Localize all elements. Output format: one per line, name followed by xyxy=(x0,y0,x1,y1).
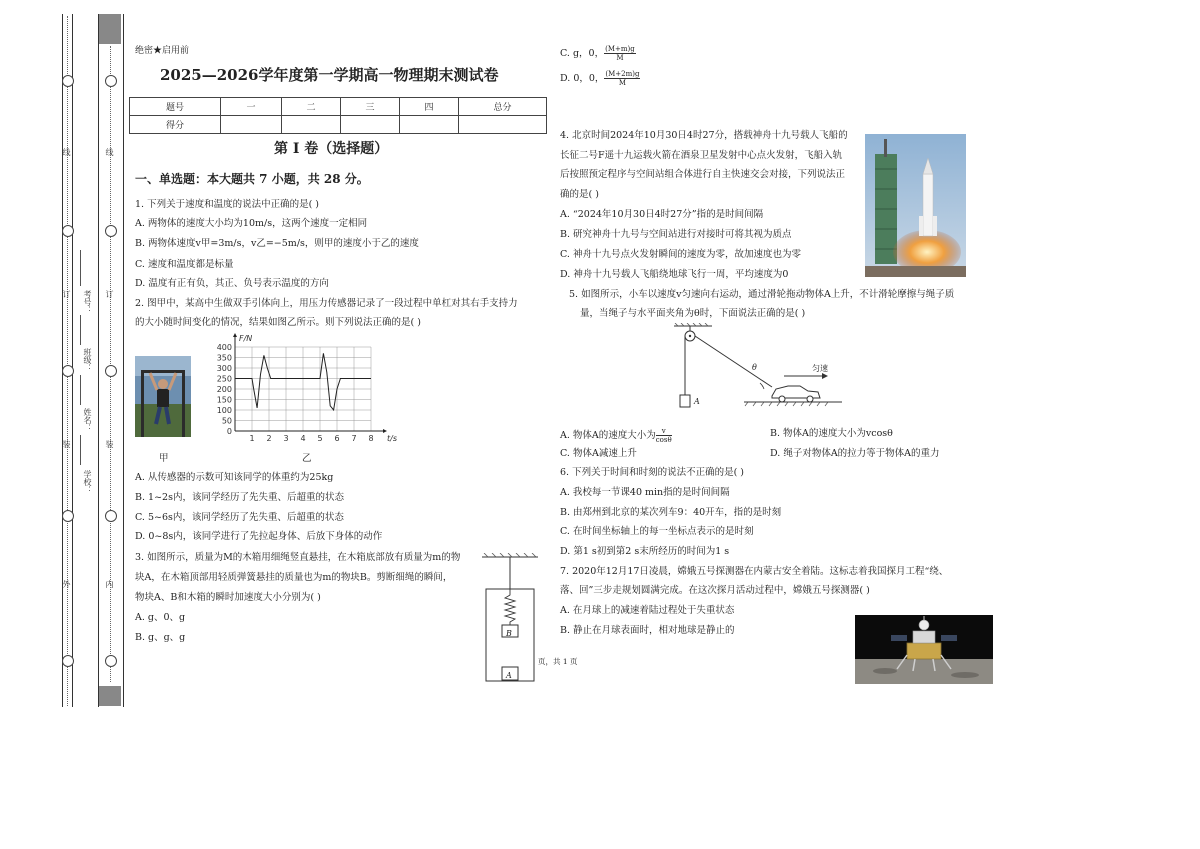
score-header: 四 xyxy=(400,98,459,116)
q5-a-denominator: cosθ xyxy=(655,436,672,444)
q2-option-b[interactable]: B. 1~2s内，该同学经历了先失重、后超重的状态 xyxy=(135,492,344,503)
binding-circle xyxy=(105,365,117,377)
q3-option-c[interactable] xyxy=(560,45,636,62)
page-footer: 页，共 1 页 xyxy=(538,657,578,666)
q2-stem-line2: 的大小随时间变化的情况，结果如图乙所示。则下列说法正确的是( ) xyxy=(135,317,421,328)
q3-d-numerator: (M+2m)g xyxy=(605,70,640,78)
score-table xyxy=(129,97,547,134)
binding-label-inner: 订 xyxy=(105,290,114,298)
hanging-box-figure xyxy=(480,553,540,683)
q7-option-a[interactable]: A. 在月球上的减速着陆过程处于失重状态 xyxy=(560,605,735,616)
x-tick-label: 2 xyxy=(266,434,272,443)
binding-label-inner: 内 xyxy=(105,580,114,588)
q5-option-a[interactable] xyxy=(560,427,672,444)
field-school-blank[interactable] xyxy=(80,435,81,465)
binding-dark-block-top xyxy=(99,14,121,44)
q5-option-b[interactable]: B. 物体A的速度大小为vcosθ xyxy=(770,428,893,439)
x-tick-label: 3 xyxy=(283,434,289,443)
binding-line-outer xyxy=(62,14,63,707)
x-tick-label: 1 xyxy=(249,434,255,443)
figure-a-label: A xyxy=(694,397,700,406)
q4-stem-line4: 确的是( ) xyxy=(560,189,599,200)
q7-option-b[interactable]: B. 静止在月球表面时，相对地球是静止的 xyxy=(560,625,735,636)
q4-option-d[interactable]: D. 神舟十九号载人飞船绕地球飞行一周，平均速度为0 xyxy=(560,269,789,280)
q4-option-c[interactable]: C. 神舟十九号点火发射瞬间的速度为零，故加速度也为零 xyxy=(560,249,801,260)
x-tick-label: 7 xyxy=(351,434,357,443)
figure-theta-label: θ xyxy=(752,363,757,372)
q3-stem-line3: 物块A、B和木箱的瞬时加速度大小分别为( ) xyxy=(135,592,321,603)
q5-option-a-prefix: A. 物体A的速度大小为 xyxy=(560,430,656,441)
q5-a-numerator: v xyxy=(656,427,672,436)
volume-title: 第 I 卷（选择题） xyxy=(274,141,389,157)
q3-option-b[interactable]: B. g、g、g xyxy=(135,632,186,643)
q7-stem-line1: 7. 2020年12月17日凌晨，嫦娥五号探测器在内蒙古安全着陆。这标志着我国探月工程“绕、 xyxy=(560,566,949,577)
binding-dotted-line-outer xyxy=(67,16,68,706)
force-time-chart xyxy=(210,333,400,451)
q7-stem-line2: 落、回”三步走规划圆满完成。在这次探月活动过程中，嫦娥五号探测器( ) xyxy=(560,585,870,596)
figure-uniform-label: 匀速 xyxy=(812,364,828,373)
binding-label-inner: 线 xyxy=(105,148,114,156)
q5-option-d[interactable]: D. 绳子对物体A的拉力等于物体A的重力 xyxy=(770,448,940,459)
section-title: 一、单选题：本大题共 7 小题，共 28 分。 xyxy=(135,172,369,186)
score-cell[interactable] xyxy=(459,116,547,134)
field-id-blank[interactable] xyxy=(80,250,81,286)
box-label-b: B xyxy=(506,629,512,638)
score-header: 总分 xyxy=(459,98,547,116)
binding-circle xyxy=(62,75,74,87)
q3-stem-line1: 3. 如图所示，质量为M的木箱用细绳竖直悬挂，在木箱底部放有质量为m的物 xyxy=(135,552,461,563)
binding-circle xyxy=(62,365,74,377)
q4-stem-line2: 长征二号F遥十九运载火箭在酒泉卫星发射中心点火发射，飞船入轨 xyxy=(560,150,843,161)
binding-circle xyxy=(105,225,117,237)
y-tick-label: 50 xyxy=(221,416,232,426)
q6-option-a[interactable]: A. 我校每一节课40 min指的是时间间隔 xyxy=(560,487,730,498)
binding-label-outer: 线 xyxy=(62,148,71,156)
q3-c-denominator: M xyxy=(616,54,624,62)
q5-option-c[interactable]: C. 物体A减速上升 xyxy=(560,448,637,459)
q1-option-c[interactable]: C. 速度和温度都是标量 xyxy=(135,259,234,270)
q1-stem: 1. 下列关于速度和温度的说法中正确的是( ) xyxy=(135,199,320,210)
field-id-label: 考号： xyxy=(83,290,92,314)
q2-option-a[interactable]: A. 从传感器的示数可知该同学的体重约为25kg xyxy=(135,472,334,483)
binding-label-outer: 订 xyxy=(62,290,71,298)
x-tick-label: 8 xyxy=(368,434,374,443)
q3-d-denominator: M xyxy=(618,79,627,87)
q6-option-b[interactable]: B. 由郑州到北京的某次列车9：40开车，指的是时刻 xyxy=(560,507,782,518)
y-tick-label: 350 xyxy=(216,353,232,363)
binding-label-outer: 装 xyxy=(62,440,71,448)
q5-stem-line2: 量，当绳子与水平面夹角为θ时，下面说法正确的是( ) xyxy=(580,308,806,319)
score-header: 题号 xyxy=(130,98,221,116)
binding-circle xyxy=(62,655,74,667)
field-class-blank[interactable] xyxy=(80,315,81,345)
q4-stem-line3: 后按照预定程序与空间站组合体进行自主快速交会对接，下列说法正 xyxy=(560,169,846,180)
q6-option-d[interactable]: D. 第1 s初到第2 s末所经历的时间为1 s xyxy=(560,546,730,557)
q4-option-a[interactable]: A. “2024年10月30日4时27分”指的是时间间隔 xyxy=(560,209,764,220)
fig-label-jia: 甲 xyxy=(159,453,169,464)
y-tick-label: 400 xyxy=(216,343,232,352)
q6-option-c[interactable]: C. 在时间坐标轴上的每一坐标点表示的是时刻 xyxy=(560,526,754,537)
score-header: 二 xyxy=(282,98,341,116)
score-cell[interactable] xyxy=(282,116,341,134)
q2-option-d[interactable]: D. 0~8s内，该同学进行了先拉起身体、后放下身体的动作 xyxy=(135,531,383,542)
q1-option-a[interactable]: A. 两物体的速度大小均为10m/s，这两个速度一定相同 xyxy=(135,218,368,229)
field-name-blank[interactable] xyxy=(80,375,81,405)
score-cell[interactable] xyxy=(341,116,400,134)
binding-label-inner: 装 xyxy=(105,440,114,448)
binding-column xyxy=(98,14,124,707)
binding-circle xyxy=(105,75,117,87)
q1-option-b[interactable]: B. 两物体速度v甲=3m/s，v乙=−5m/s，则甲的速度小于乙的速度 xyxy=(135,238,419,249)
binding-circle xyxy=(62,510,74,522)
q6-stem: 6. 下列关于时间和时刻的说法不正确的是( ) xyxy=(560,467,745,478)
x-axis-arrow xyxy=(383,429,387,433)
y-tick-label: 150 xyxy=(216,395,232,405)
q1-option-d[interactable]: D. 温度有正有负，其正、负号表示温度的方向 xyxy=(135,278,329,289)
field-class-label: 班级： xyxy=(83,348,92,372)
pullup-photo xyxy=(135,356,191,437)
q2-option-c[interactable]: C. 5~6s内，该同学经历了先失重、后超重的状态 xyxy=(135,512,344,523)
binding-circle xyxy=(105,510,117,522)
y-tick-label: 0 xyxy=(226,427,232,436)
score-header: 一 xyxy=(221,98,282,116)
q3-option-a[interactable]: A. g、0、g xyxy=(135,612,186,623)
q2-stem-line1: 2. 图甲中，某高中生做双手引体向上，用压力传感器记录了一段过程中单杠对其右手支持力 xyxy=(135,298,518,309)
q3-option-d-prefix: D. 0，0， xyxy=(560,73,605,84)
q5-stem-line1: 5. 如图所示，小车以速度v匀速向右运动，通过滑轮拖动物体A上升，不计滑轮摩擦与绳子质 xyxy=(569,289,955,300)
binding-circle xyxy=(62,225,74,237)
lunar-lander-photo xyxy=(855,615,993,684)
x-tick-label: 4 xyxy=(300,434,306,443)
y-tick-label: 100 xyxy=(216,406,232,415)
q3-c-numerator: (M+m)g xyxy=(605,45,635,53)
q4-stem-line1: 4. 北京时间2024年10月30日4时27分，搭载神舟十九号载人飞船的 xyxy=(560,130,848,141)
binding-circle xyxy=(105,655,117,667)
x-tick-label: 5 xyxy=(317,434,323,443)
binding-label-outer: 外 xyxy=(62,580,71,588)
q3-option-c-prefix: C. g，0， xyxy=(560,48,605,59)
rocket-launch-photo xyxy=(865,134,966,277)
q4-option-b[interactable]: B. 研究神舟十九号与空间站进行对接时可将其视为质点 xyxy=(560,229,792,240)
box-label-a: A xyxy=(506,671,512,680)
x-axis-label: t/s xyxy=(387,434,397,443)
x-tick-label: 6 xyxy=(334,434,340,443)
q3-option-d[interactable] xyxy=(560,70,640,87)
y-axis-label: F/N xyxy=(239,334,253,343)
score-header: 三 xyxy=(341,98,400,116)
binding-line-outer-2 xyxy=(72,14,73,707)
secret-mark: 绝密★启用前 xyxy=(135,46,190,56)
fig-label-yi: 乙 xyxy=(302,453,312,464)
score-cell[interactable] xyxy=(400,116,459,134)
score-cell[interactable] xyxy=(221,116,282,134)
score-row-label: 得分 xyxy=(130,116,221,134)
field-name-label: 姓名： xyxy=(83,408,92,432)
y-tick-label: 250 xyxy=(216,374,232,384)
score-table-header-row xyxy=(130,98,547,116)
page-title: 2025—2026学年度第一学期高一物理期末测试卷 xyxy=(160,66,499,84)
y-tick-label: 300 xyxy=(216,364,232,373)
q3-stem-line2: 块A，在木箱顶部用轻质弹簧悬挂的质量也为m的物块B。剪断细绳的瞬间， xyxy=(135,572,453,583)
field-school-label: 学校： xyxy=(83,470,92,494)
y-axis-arrow xyxy=(233,333,237,337)
y-tick-label: 200 xyxy=(216,385,232,394)
binding-dark-block-bottom xyxy=(99,686,121,706)
score-table-row xyxy=(130,116,547,134)
